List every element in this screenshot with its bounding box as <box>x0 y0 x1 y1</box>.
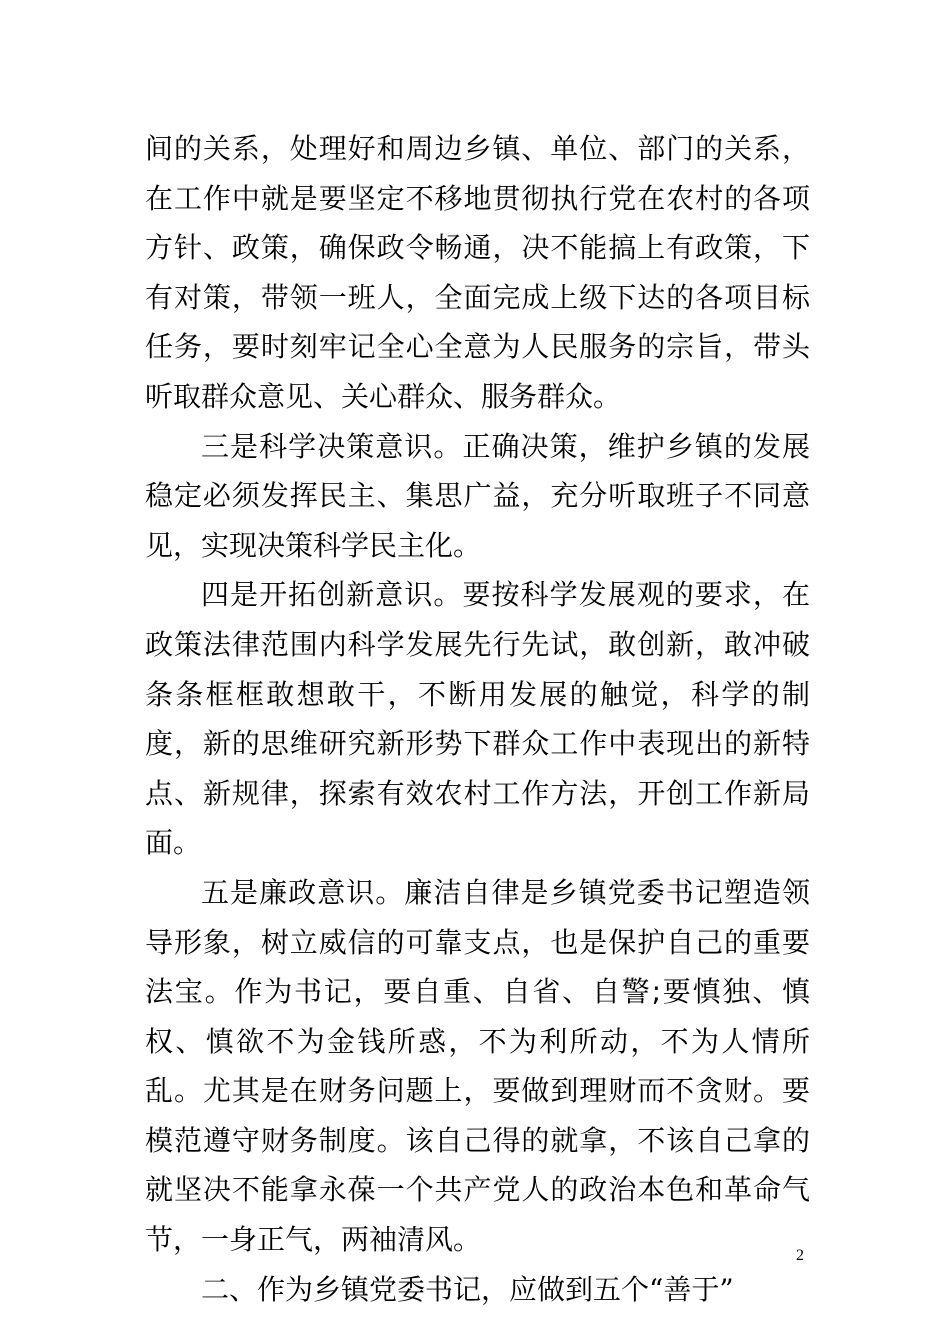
page-number: 2 <box>796 1247 804 1264</box>
document-body <box>145 124 810 1314</box>
section-heading: 二、作为乡镇党委书记，应做到五个“善于” <box>201 1272 734 1306</box>
paragraph-scientific-decision: 三是科学决策意识。正确决策，维护乡镇的发展稳定必须发挥民主、集思广益，充分听取班子不同意见，实现决策科学民主化。 <box>145 429 810 562</box>
paragraph-continuation: 间的关系，处理好和周边乡镇、单位、部门的关系，在工作中就是要坚定不移地贯彻执行党在农村的各项方针、政策，确保政令畅通，决不能搞上有政策，下有对策，带领一班人，全面完成上级下达的各项目标任务，要时刻牢记全心全意为人民服务的宗旨，带头听取群众意见、关心群众、服务群众。 <box>145 132 810 413</box>
paragraph-innovation: 四是开拓创新意识。要按科学发展观的要求，在政策法律范围内科学发展先行先试，敢创新，敢冲破条条框框敢想敢干，不断用发展的触觉，科学的制度，新的思维研究新形势下群众工作中表现出的新特点、新规律，探索有效农村工作方法，开创工作新局面。 <box>145 578 810 860</box>
paragraph-integrity: 五是廉政意识。廉洁自律是乡镇党委书记塑造领导形象，树立威信的可靠支点，也是保护自己的重要法宝。作为书记，要自重、自省、自警;要慎独、慎权、慎欲不为金钱所惑，不为利所动，不为人情所乱。尤其是在财务问题上，要做到理财而不贪财。要模范遵守财务制度。该自己得的就拿，不该自己拿的就坚决不能拿永葆一个共产党人的政治本色和革命气节，一身正气，两袖清风。 <box>145 875 810 1257</box>
